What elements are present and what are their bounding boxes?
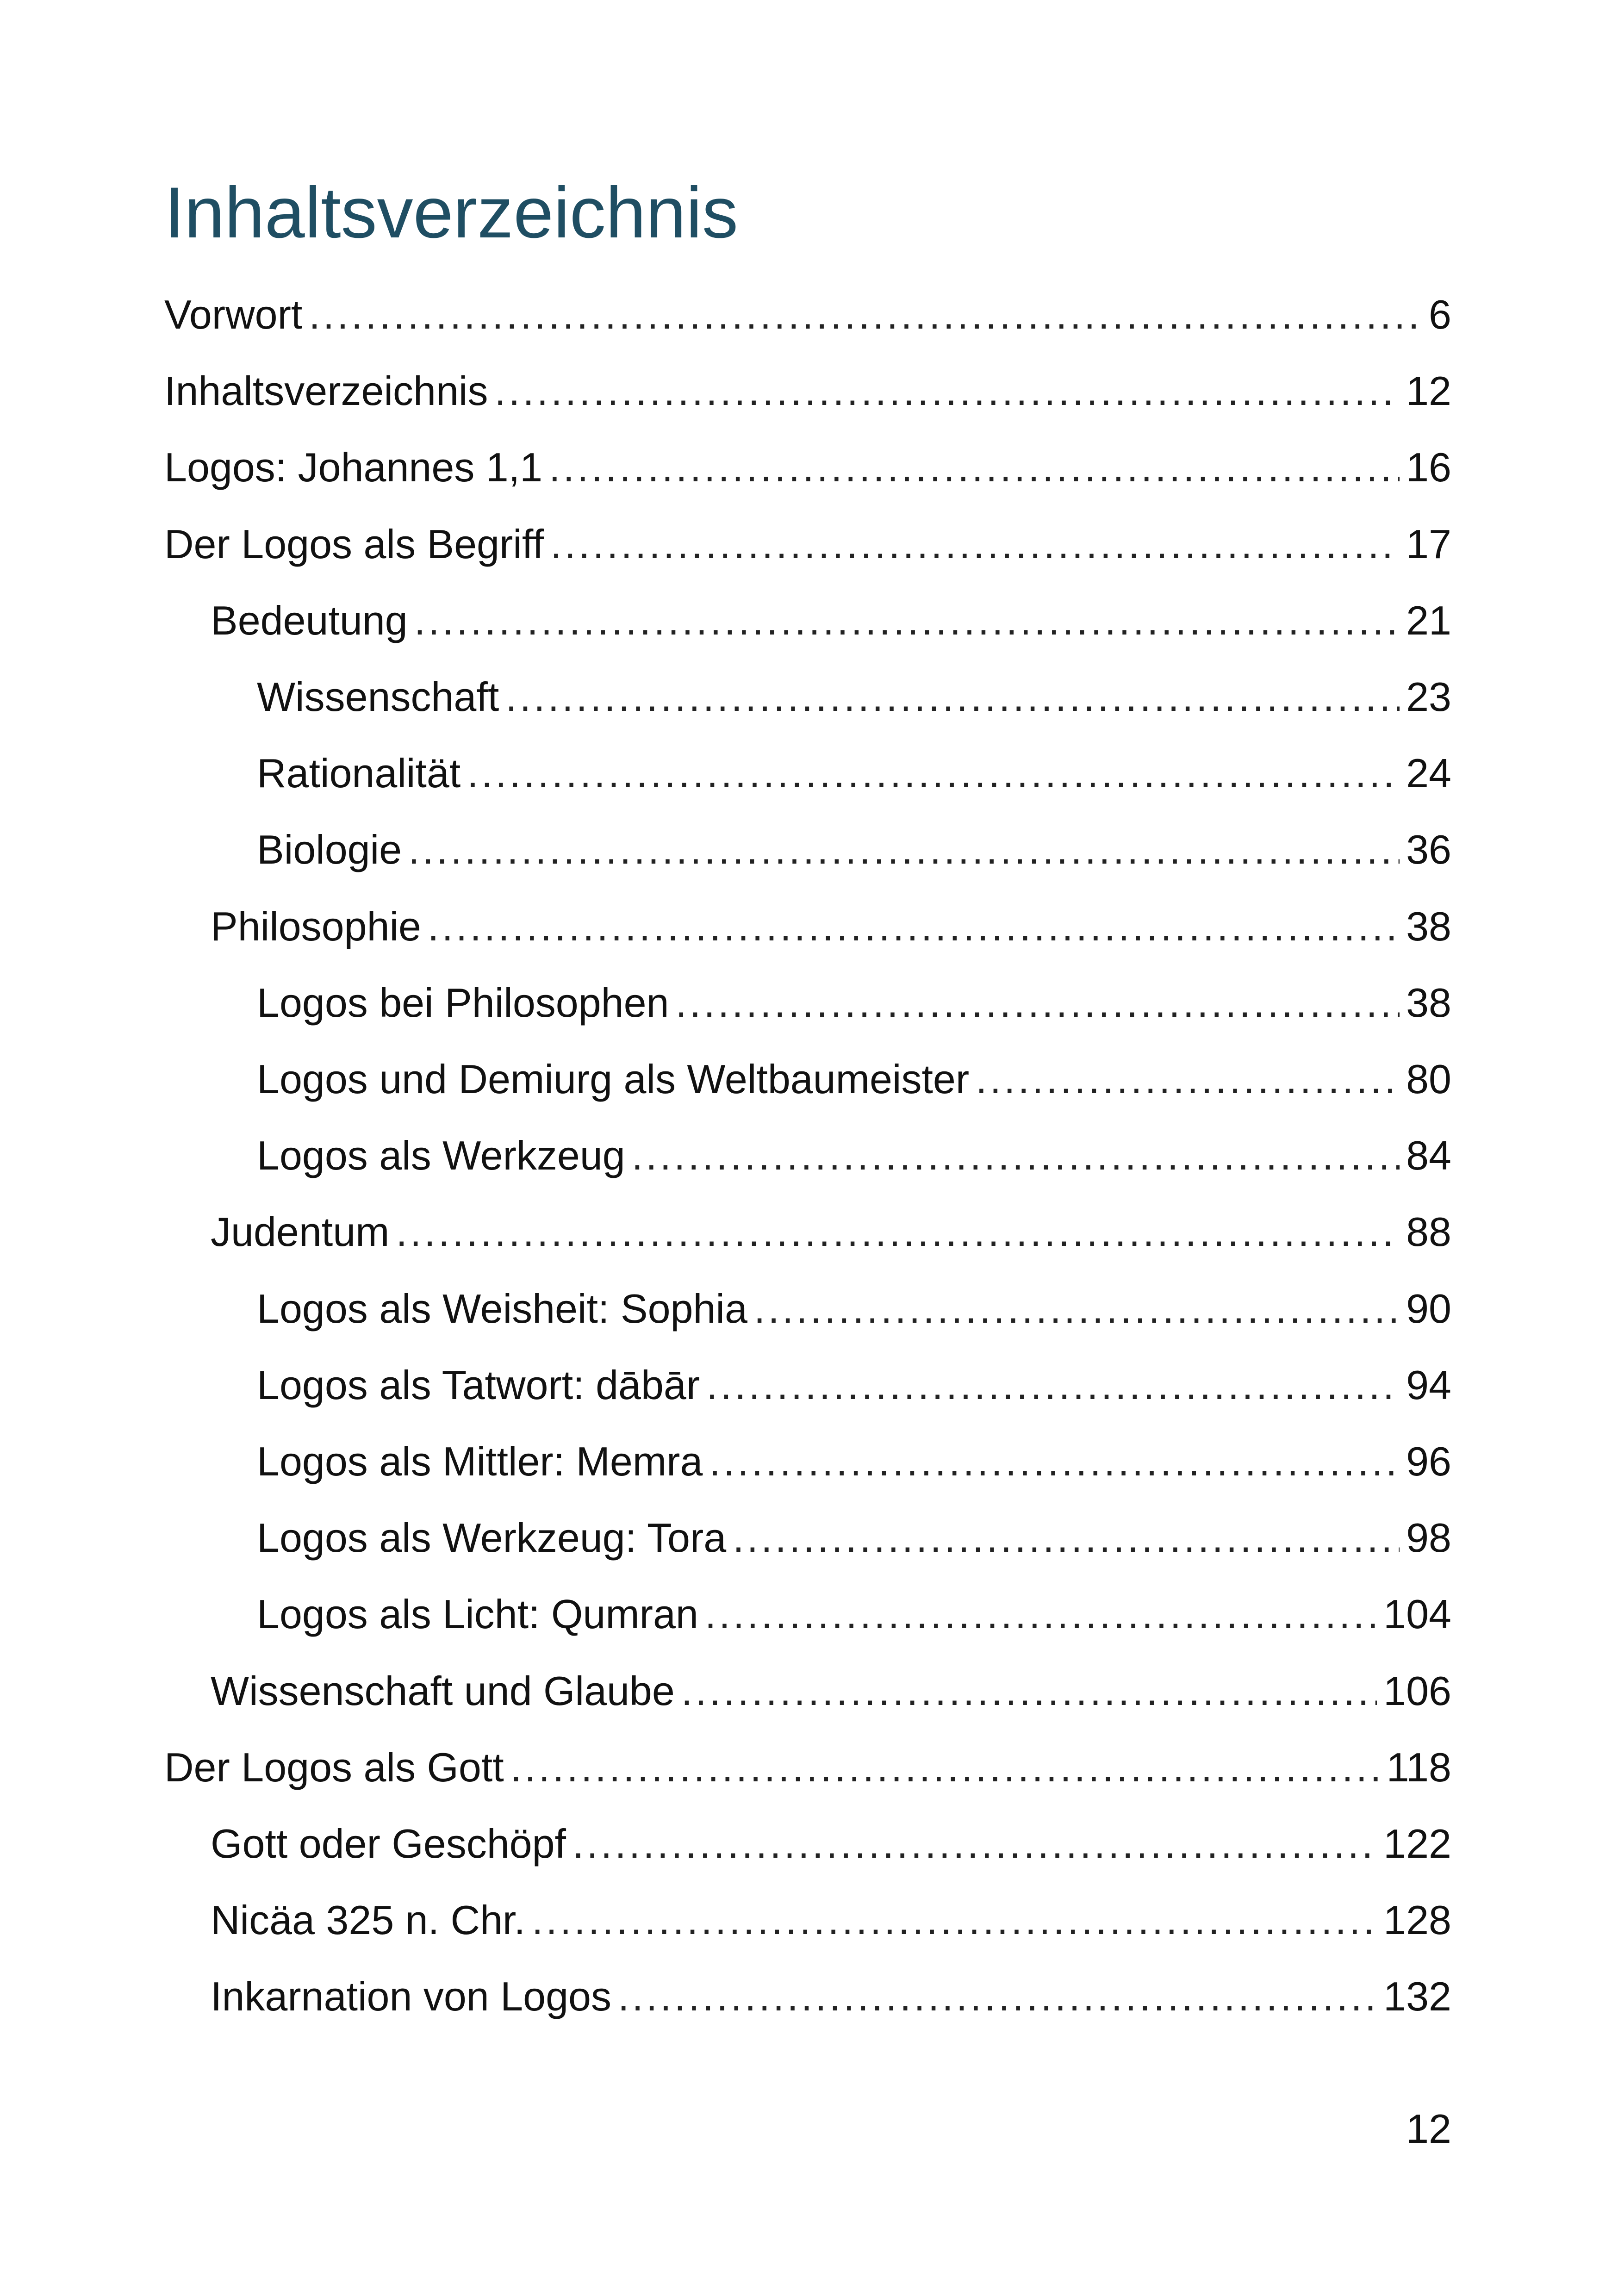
toc-entry-label: Inhaltsverzeichnis [164, 368, 488, 414]
toc-dot-leader [396, 1204, 1400, 1260]
toc-entry-label: Gott oder Geschöpf [211, 1821, 566, 1867]
toc-entry-page: 80 [1406, 1056, 1451, 1102]
toc-entry-label: Logos und Demiurg als Weltbaumeister [257, 1056, 970, 1102]
toc-entry[interactable] [211, 1663, 1451, 1719]
toc-entry-label: Vorwort [164, 292, 303, 337]
toc-entry[interactable] [211, 1969, 1451, 2024]
toc-entry-page: 122 [1383, 1821, 1451, 1867]
toc-dot-leader [309, 287, 1422, 342]
toc-entry-label: Logos bei Philosophen [257, 980, 669, 1026]
toc-entry[interactable] [257, 669, 1451, 725]
toc-entry[interactable] [164, 287, 1451, 342]
toc-entry-label: Wissenschaft und Glaube [211, 1668, 675, 1714]
toc-dot-leader [705, 1587, 1377, 1642]
toc-dot-leader [505, 669, 1400, 725]
toc-entry-page: 24 [1406, 750, 1451, 796]
toc-dot-leader [428, 899, 1400, 954]
toc-entry-page: 118 [1386, 1744, 1451, 1790]
toc-entry-page: 12 [1406, 368, 1451, 414]
toc-entry-label: Logos als Mittler: Memra [257, 1438, 703, 1484]
toc-entry-label: Bedeutung [211, 597, 408, 643]
toc-dot-leader [467, 746, 1400, 801]
toc-entry[interactable] [211, 1816, 1451, 1872]
toc-entry-page: 98 [1406, 1515, 1451, 1561]
page-number: 12 [1406, 2106, 1451, 2152]
toc-entry[interactable] [257, 822, 1451, 877]
toc-entry-page: 96 [1406, 1438, 1451, 1484]
toc-entry[interactable] [257, 1052, 1451, 1107]
toc-dot-leader [675, 975, 1400, 1031]
toc-entry-label: Wissenschaft [257, 674, 499, 720]
toc-entry-page: 36 [1406, 827, 1451, 872]
toc-entry[interactable] [211, 899, 1451, 954]
toc-entry-page: 38 [1406, 980, 1451, 1026]
toc-entry-page: 21 [1406, 597, 1451, 643]
toc-entry[interactable] [257, 1510, 1451, 1566]
toc-entry-page: 17 [1406, 521, 1451, 567]
toc-entry[interactable] [257, 975, 1451, 1031]
toc-entry-label: Inkarnation von Logos [211, 1973, 611, 2019]
toc-entry[interactable] [164, 516, 1451, 572]
toc-entry-page: 132 [1383, 1973, 1451, 2019]
toc-entry-label: Der Logos als Begriff [164, 521, 544, 567]
toc-entry-label: Logos als Licht: Qumran [257, 1591, 698, 1637]
toc-entry[interactable] [257, 1128, 1451, 1183]
toc-entry-label: Rationalität [257, 750, 461, 796]
toc-entry[interactable] [257, 746, 1451, 801]
toc-entry-page: 106 [1383, 1668, 1451, 1714]
toc-entry[interactable] [257, 1281, 1451, 1337]
toc-dot-leader [532, 1892, 1377, 1948]
toc-entry[interactable] [257, 1434, 1451, 1489]
toc-dot-leader [618, 1969, 1377, 2024]
toc-entry-page: 128 [1383, 1897, 1451, 1943]
toc-entry[interactable] [211, 1204, 1451, 1260]
toc-dot-leader [733, 1510, 1400, 1566]
toc-entry[interactable] [211, 593, 1451, 648]
toc-dot-leader [632, 1128, 1400, 1183]
toc-dot-leader [414, 593, 1400, 648]
toc-entry-label: Logos als Werkzeug [257, 1132, 625, 1178]
toc-dot-leader [706, 1357, 1400, 1413]
toc-entry-label: Logos als Weisheit: Sophia [257, 1286, 747, 1332]
toc-dot-leader [976, 1052, 1400, 1107]
toc-entry-page: 6 [1429, 292, 1451, 337]
toc-entry[interactable] [164, 363, 1451, 419]
toc-entry-page: 23 [1406, 674, 1451, 720]
toc-dot-leader [494, 363, 1400, 419]
toc-dot-leader [510, 1740, 1380, 1795]
toc-dot-leader [549, 440, 1400, 495]
toc-entry-page: 88 [1406, 1209, 1451, 1255]
toc-entry-label: Logos: Johannes 1,1 [164, 444, 543, 490]
toc-entry-page: 90 [1406, 1286, 1451, 1332]
toc-entry-page: 38 [1406, 903, 1451, 949]
toc-entry-label: Nicäa 325 n. Chr. [211, 1897, 525, 1943]
toc-dot-leader [681, 1663, 1377, 1719]
toc-entry-label: Logos als Werkzeug: Tora [257, 1515, 727, 1561]
toc-entry[interactable] [164, 440, 1451, 495]
toc-dot-leader [408, 822, 1400, 877]
toc-entry-label: Biologie [257, 827, 402, 872]
toc-entry[interactable] [257, 1587, 1451, 1642]
toc-dot-leader [709, 1434, 1400, 1489]
toc-entry-page: 84 [1406, 1132, 1451, 1178]
toc-entry-page: 104 [1383, 1591, 1451, 1637]
toc-entry[interactable] [164, 1740, 1451, 1795]
toc-entry-label: Philosophie [211, 903, 421, 949]
toc-entry-label: Der Logos als Gott [164, 1744, 504, 1790]
toc-entry[interactable] [211, 1892, 1451, 1948]
toc-entry-page: 94 [1406, 1362, 1451, 1408]
toc-entry[interactable] [257, 1357, 1451, 1413]
toc-entry-label: Judentum [211, 1209, 390, 1255]
toc-dot-leader [573, 1816, 1377, 1872]
toc-dot-leader [754, 1281, 1400, 1337]
toc-entry-page: 16 [1406, 444, 1451, 490]
toc-dot-leader [550, 516, 1400, 572]
toc-entry-label: Logos als Tatwort: dābār [257, 1362, 700, 1408]
page-title: Inhaltsverzeichnis [164, 173, 738, 253]
